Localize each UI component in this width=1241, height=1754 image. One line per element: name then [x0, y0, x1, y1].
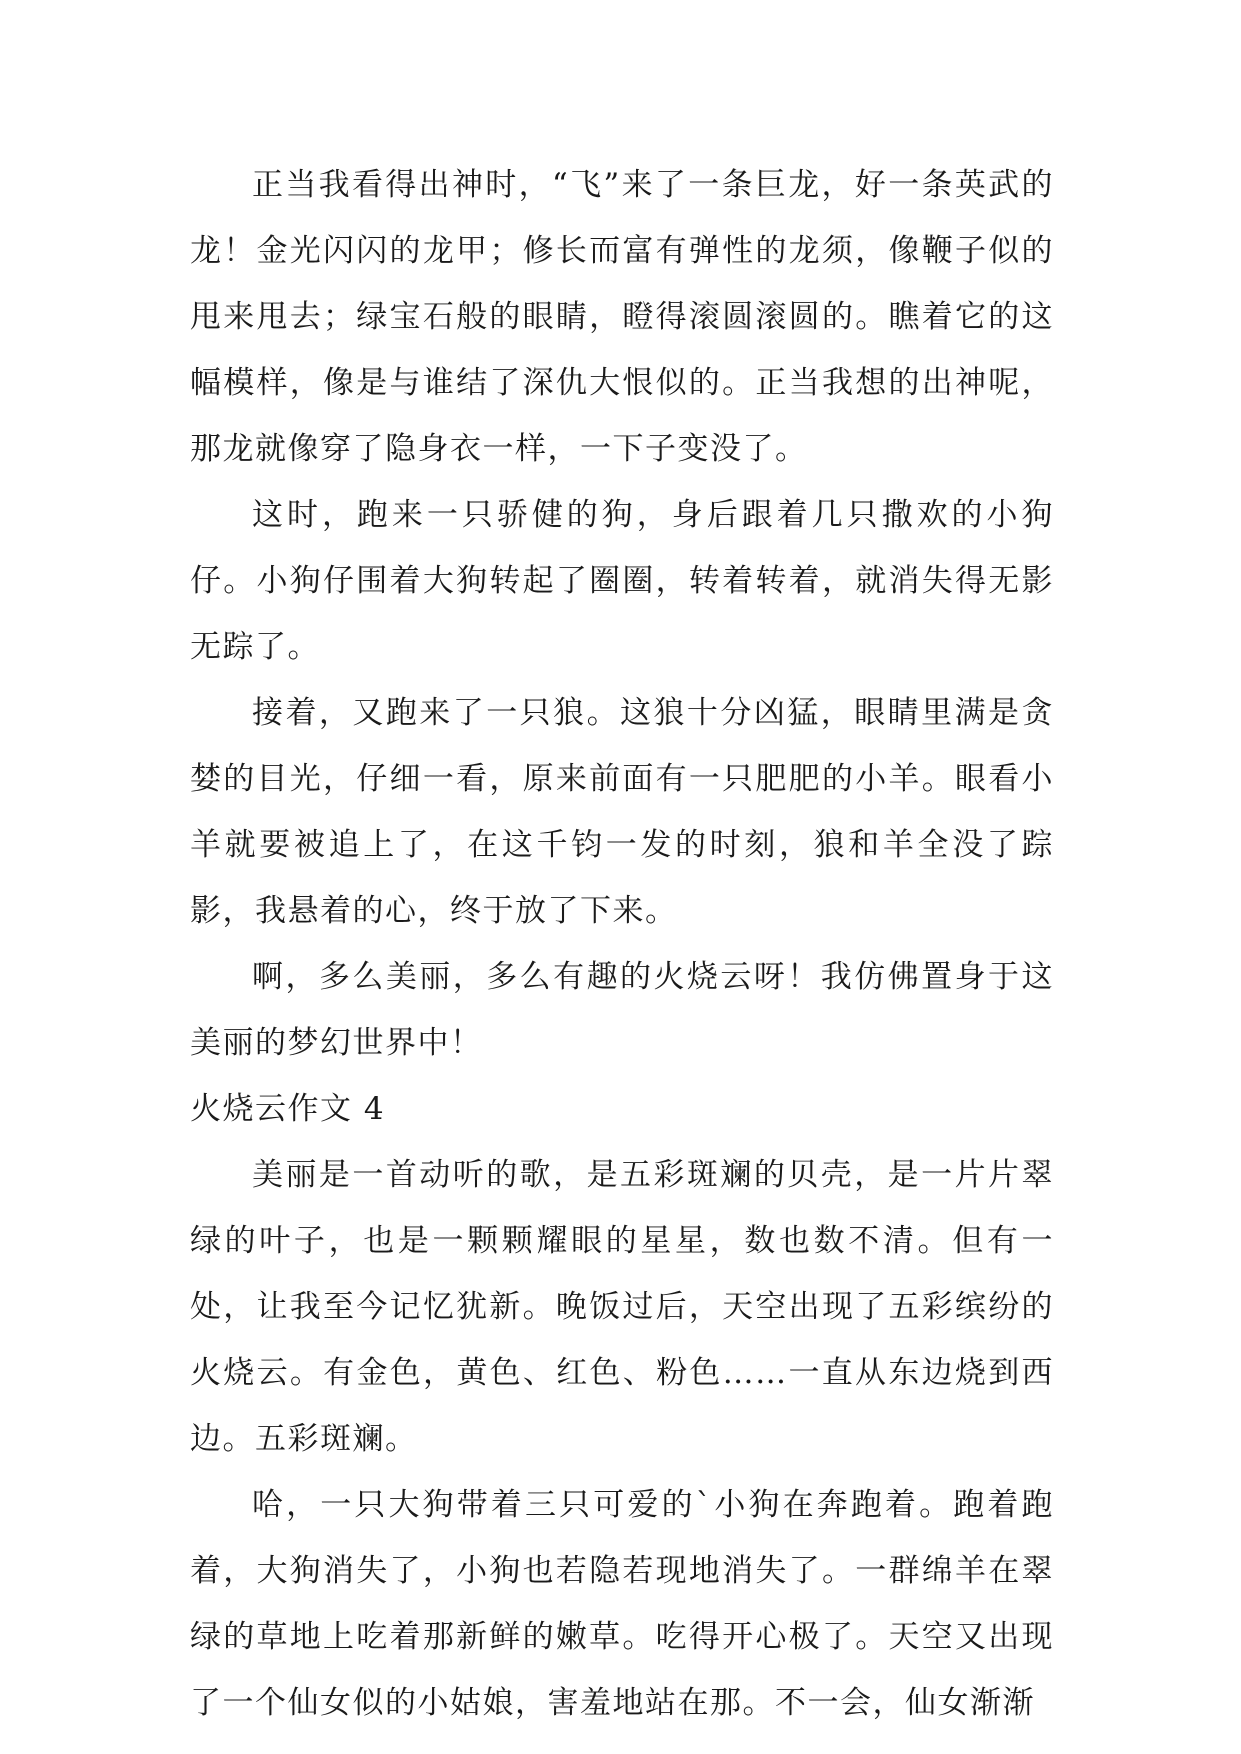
- paragraph-wolf: 接着，又跑来了一只狼。这狼十分凶猛，眼睛里满是贪婪的目光，仔细一看，原来前面有一只肥肥的小羊。眼看小羊就要被追上了，在这千钧一发的时刻，狼和羊全没了踪影，我悬着的心，终于放了下来。: [190, 695, 1054, 929]
- document-page: [190, 152, 1054, 1736]
- paragraph-animals: 哈，一只大狗带着三只可爱的`小狗在奔跑着。跑着跑着，大狗消失了，小狗也若隐若现地消失了。一群绵羊在翠绿的草地上吃着那新鲜的嫩草。吃得开心极了。天空又出现了一个仙女似的小姑娘，害羞地站在那。不一会，仙女渐渐: [190, 1487, 1054, 1721]
- paragraph-beauty: 美丽是一首动听的歌，是五彩斑斓的贝壳，是一片片翠绿的叶子，也是一颗颗耀眼的星星，数也数不清。但有一处，让我至今记忆犹新。晚饭过后，天空出现了五彩缤纷的火烧云。有金色，黄色、红色、粉色……一直从东边烧到西边。五彩斑斓。: [190, 1157, 1054, 1457]
- section-heading: 火烧云作文 4: [190, 1091, 386, 1127]
- paragraph-dragon: 正当我看得出神时，“飞”来了一条巨龙，好一条英武的龙！金光闪闪的龙甲；修长而富有弹性的龙须，像鞭子似的甩来甩去；绿宝石般的眼睛，瞪得滚圆滚圆的。瞧着它的这幅模样，像是与谁结了深仇大恨似的。正当我想的出神呢，那龙就像穿了隐身衣一样，一下子变没了。: [190, 167, 1054, 467]
- paragraph-dog: 这时，跑来一只骄健的狗，身后跟着几只撒欢的小狗仔。小狗仔围着大狗转起了圈圈，转着转着，就消失得无影无踪了。: [190, 497, 1054, 665]
- paragraph-exclamation: 啊，多么美丽，多么有趣的火烧云呀！我仿佛置身于这美丽的梦幻世界中！: [190, 959, 1054, 1061]
